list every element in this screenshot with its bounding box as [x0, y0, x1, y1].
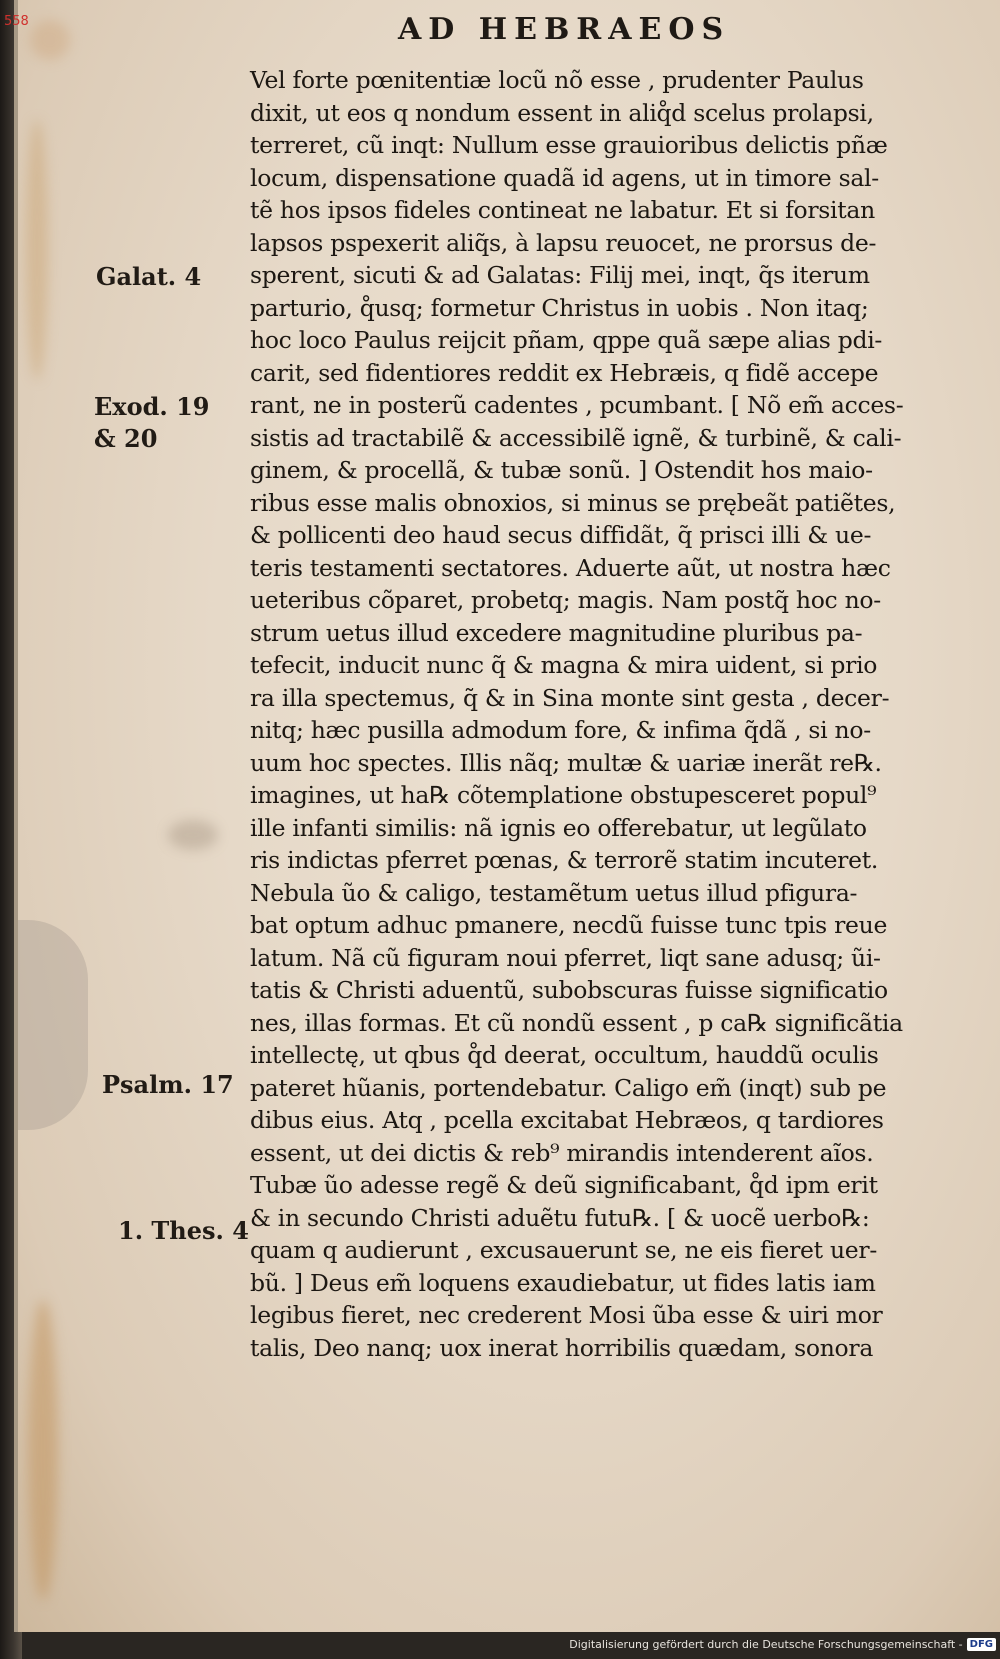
text-line: sperent, sicuti & ad Galatas: Filij mei, inqt, q̃s iterum: [250, 261, 870, 289]
text-line: essent, ut dei dictis & reb⁹ mirandis intenderent aĩos.: [250, 1138, 874, 1167]
body-text: [250, 64, 960, 1364]
text-line: nes, illas formas. Et cũ nondũ essent , p ca℞ significãtia: [250, 1008, 903, 1037]
page-stain: [168, 820, 218, 850]
margin-note-exodus-20: & 20: [94, 424, 158, 453]
text-line: Nebula ũo & caligo, testamẽtum uetus illud pfigura-: [250, 878, 858, 907]
text-line: sistis ad tractabilẽ & accessibilẽ ignẽ, & turbinẽ, & cali-: [250, 423, 902, 452]
text-line: tatis & Christi aduentũ, subobscuras fuisse significatio: [250, 976, 888, 1004]
text-line: uum hoc spectes. Illis nãq; multæ & uariæ inerãt re℞.: [250, 748, 882, 777]
page-stain: [30, 20, 70, 60]
text-line: pateret hũanis, portendebatur. Caligo em̃ (inqt) sub pe: [250, 1073, 887, 1102]
text-line: intellectę, ut qbus q̊d deerat, occultum, hauddũ oculis: [250, 1041, 879, 1069]
text-line: talis, Deo nanq; uox inerat horribilis quædam, sonora: [250, 1333, 874, 1362]
text-line: dibus eius. Atq , pcella excitabat Hebræos, q tardiores: [250, 1106, 884, 1134]
text-line: rant, ne in posterũ cadentes , pcumbant. [ Nõ em̃ acces-: [250, 391, 904, 419]
text-line: ueteribus cõparet, probetq; magis. Nam postq̃ hoc no-: [250, 586, 881, 614]
text-line: imagines, ut ha℞ cõtemplatione obstupesceret popul⁹: [250, 781, 877, 809]
text-line: lapsos pspexerit aliq̃s, à lapsu reuocet, ne prorsus de-: [250, 228, 877, 257]
text-line: ille infanti similis: nã ignis eo offerebatur, ut legũlato: [250, 813, 867, 842]
folio-number: 558: [4, 14, 29, 29]
text-line: locum, dispensatione quadã id agens, ut in timore sal-: [250, 163, 879, 192]
text-line: tefecit, inducit nunc q̃ & magna & mira uident, si prio: [250, 651, 878, 679]
text-line: dixit, ut eos q nondum essent in aliq̊d scelus prolapsi,: [250, 98, 874, 127]
text-line: nitq; hæc pusilla admodum fore, & infima q̃dã , si no-: [250, 716, 871, 744]
running-head: AD HEBRAEOS: [398, 12, 731, 47]
digitization-footer: [569, 1638, 996, 1651]
text-line: latum. Nã cũ figuram noui pferret, liqt sane adusq; ũi-: [250, 943, 881, 972]
text-line: teris testamenti sectatores. Aduerte aũt, ut nostra hæc: [250, 553, 891, 582]
text-line: tẽ hos ipsos fideles contineat ne labatur. Et si forsitan: [250, 196, 875, 224]
text-line: ribus esse malis obnoxios, si minus se prębeãt patiẽtes,: [250, 488, 896, 517]
text-line: strum uetus illud excedere magnitudine pluribus pa-: [250, 618, 863, 647]
dfg-logo: DFG: [967, 1638, 996, 1651]
text-line: Tubæ ũo adesse regẽ & deũ significabant, q̊d ipm erit: [250, 1171, 878, 1199]
text-line: ra illa spectemus, q̃ & in Sina monte sint gesta , decer-: [250, 683, 890, 712]
text-line: bũ. ] Deus em̃ loquens exaudiebatur, ut fides latis iam: [250, 1268, 876, 1297]
margin-note-psalm: Psalm. 17: [102, 1070, 234, 1099]
page-stain: [26, 120, 48, 380]
text-line: terreret, cũ inqt: Nullum esse grauioribus delictis pñæ: [250, 131, 888, 159]
page-stain: [28, 1300, 58, 1600]
text-line: ginem, & procellã, & tubæ sonũ. ] Ostendit hos maio-: [250, 456, 873, 484]
text-line: & in secundo Christi aduẽtu futu℞. [ & uocẽ uerbo℞:: [250, 1203, 870, 1232]
text-line: carit, sed fidentiores reddit ex Hebræis, q fidẽ accepe: [250, 358, 879, 387]
book-page: [14, 0, 1000, 1632]
text-line: ris indictas pferret pœnas, & terrorẽ statim incuteret.: [250, 846, 879, 874]
text-line: hoc loco Paulus reijcit pñam, qppe quã sæpe alias pdi-: [250, 326, 883, 354]
clip-shadow: [18, 920, 88, 1130]
text-line: quam q audierunt , excusauerunt se, ne eis fieret uer-: [250, 1236, 877, 1264]
text-line: bat optum adhuc pmanere, necdũ fuisse tunc tpis reue: [250, 911, 888, 939]
text-line: parturio, q̊usq; formetur Christus in uobis . Non itaq;: [250, 293, 869, 322]
margin-note-thessalonians: 1. Thes. 4: [118, 1216, 249, 1245]
margin-note-galatians: Galat. 4: [96, 262, 202, 291]
text-line: & pollicenti deo haud secus diffidãt, q̃ prisci illi & ue-: [250, 521, 872, 549]
margin-note-exodus: Exod. 19: [94, 392, 210, 421]
text-line: legibus fieret, nec crederent Mosi ũba esse & uiri mor: [250, 1301, 883, 1329]
text-line: Vel forte pœnitentiæ locũ nõ esse , prudenter Paulus: [250, 66, 864, 94]
footer-credit: Digitalisierung gefördert durch die Deutsche Forschungsgemeinschaft -: [569, 1638, 963, 1651]
